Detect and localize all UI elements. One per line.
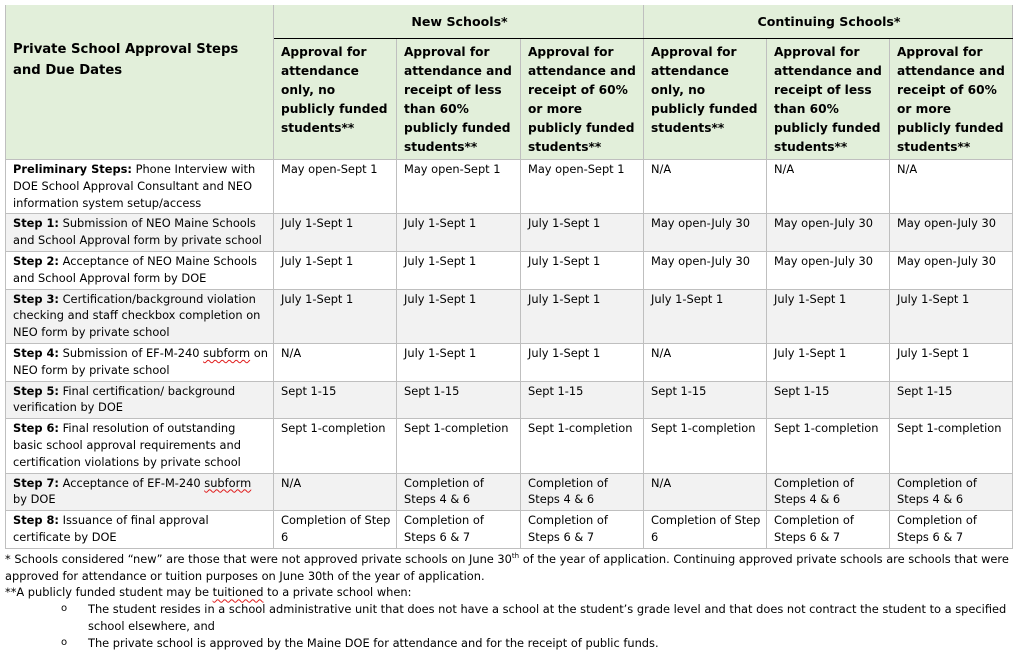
- step-label: Step 3:: [13, 291, 59, 306]
- date-cell: May open-Sept 1: [397, 160, 521, 214]
- date-cell: July 1-Sept 1: [767, 343, 890, 381]
- date-cell: May open-July 30: [767, 214, 890, 252]
- date-cell: Completion of Steps 6 & 7: [890, 511, 1013, 549]
- date-cell: July 1-Sept 1: [521, 289, 644, 343]
- step-text: Issuance of final approval certificate by DOE: [13, 513, 209, 544]
- column-header: Approval for attendance only, no publicly funded students**: [274, 39, 397, 160]
- date-cell: May open-July 30: [890, 214, 1013, 252]
- table-row: [6, 251, 1013, 289]
- date-cell: Sept 1-15: [521, 381, 644, 419]
- step-text: Phone Interview with DOE School Approval Consultant and NEO information system setup/access: [13, 162, 256, 210]
- date-cell: July 1-Sept 1: [644, 289, 767, 343]
- date-cell: Completion of Steps 4 & 6: [397, 473, 521, 511]
- step-description: [6, 511, 274, 549]
- step-label: Preliminary Steps:: [13, 162, 132, 176]
- footnote-bullet: [61, 635, 1015, 652]
- step-text: by DOE: [13, 492, 56, 507]
- bullet-text: The student resides in a school administrative unit that does not have a school at the student’s grade level and that does not contract the student to a specified school elsewhere, and: [88, 602, 1007, 633]
- date-cell: N/A: [274, 343, 397, 381]
- footnote-text: **A publicly funded student may be: [5, 585, 213, 600]
- table-column-header-row: [6, 39, 1013, 160]
- date-cell: N/A: [644, 160, 767, 214]
- step-description: [6, 381, 274, 419]
- date-cell: July 1-Sept 1: [890, 289, 1013, 343]
- footnote-text: * Schools considered “new” are those that were not approved private schools on June 30: [5, 551, 512, 566]
- date-cell: July 1-Sept 1: [521, 251, 644, 289]
- bullet-marker: o: [61, 603, 68, 615]
- step-description: [6, 289, 274, 343]
- bullet-marker: o: [61, 636, 68, 648]
- date-cell: Sept 1-15: [397, 381, 521, 419]
- step-label: Step 4:: [13, 345, 59, 360]
- date-cell: N/A: [890, 160, 1013, 214]
- date-cell: July 1-Sept 1: [521, 343, 644, 381]
- date-cell: Completion of Steps 6 & 7: [521, 511, 644, 549]
- date-cell: July 1-Sept 1: [397, 251, 521, 289]
- date-cell: May open-July 30: [644, 214, 767, 252]
- step-label: Step 8:: [13, 513, 59, 528]
- step-text: Acceptance of EF-M-240: [58, 475, 205, 490]
- spellcheck-word: subform: [203, 345, 251, 360]
- date-cell: Sept 1-completion: [767, 419, 890, 473]
- date-cell: July 1-Sept 1: [521, 214, 644, 252]
- bullet-text: The private school is approved by the Maine DOE for attendance and for the receipt of public funds.: [88, 635, 659, 650]
- step-text: Final resolution of outstanding basic school approval requirements and certification violations by private school: [13, 421, 241, 469]
- step-text: Submission of EF-M-240: [58, 345, 204, 360]
- step-text: Certification/background violation checking and staff checkbox completion on NEO form by private school: [13, 291, 261, 340]
- spellcheck-word: tuitioned: [212, 585, 264, 600]
- date-cell: Sept 1-completion: [890, 419, 1013, 473]
- footnote-bullet: [61, 601, 1015, 635]
- approval-steps-table: [5, 5, 1013, 549]
- footnote-text: to a private school when:: [263, 585, 412, 600]
- superscript: th: [511, 551, 520, 560]
- date-cell: July 1-Sept 1: [274, 289, 397, 343]
- date-cell: N/A: [767, 160, 890, 214]
- table-row: [6, 381, 1013, 419]
- column-header: Approval for attendance only, no publicly funded students**: [644, 39, 767, 160]
- table-row: [6, 473, 1013, 511]
- date-cell: Sept 1-completion: [397, 419, 521, 473]
- step-label: Step 1:: [13, 216, 59, 231]
- step-description: [6, 160, 274, 214]
- table-row: [6, 419, 1013, 473]
- document: [5, 5, 1012, 652]
- step-description: [6, 343, 274, 381]
- date-cell: Sept 1-15: [274, 381, 397, 419]
- step-text: Final certification/ background verification by DOE: [13, 383, 236, 415]
- step-label: Step 7:: [13, 475, 59, 490]
- group-header-continuing-schools: Continuing Schools*: [644, 5, 1013, 39]
- date-cell: Completion of Step 6: [274, 511, 397, 549]
- date-cell: Completion of Steps 4 & 6: [890, 473, 1013, 511]
- column-header: Approval for attendance and receipt of 60% or more publicly funded students**: [890, 39, 1013, 160]
- step-description: [6, 419, 274, 473]
- date-cell: July 1-Sept 1: [397, 343, 521, 381]
- date-cell: N/A: [644, 473, 767, 511]
- date-cell: May open-July 30: [644, 251, 767, 289]
- date-cell: Sept 1-completion: [521, 419, 644, 473]
- table-group-header-row: [6, 5, 1013, 39]
- date-cell: Completion of Step 6: [644, 511, 767, 549]
- step-label: Step 6:: [13, 421, 59, 436]
- table-row: [6, 289, 1013, 343]
- date-cell: Completion of Steps 4 & 6: [767, 473, 890, 511]
- date-cell: July 1-Sept 1: [274, 214, 397, 252]
- date-cell: May open-July 30: [890, 251, 1013, 289]
- step-text: Submission of NEO Maine Schools and School Approval form by private school: [13, 216, 262, 248]
- footnote-new-schools: [5, 551, 1015, 585]
- date-cell: Sept 1-15: [767, 381, 890, 419]
- footnotes: [5, 551, 1015, 652]
- date-cell: May open-July 30: [767, 251, 890, 289]
- step-text: on NEO form by private school: [13, 345, 268, 377]
- date-cell: July 1-Sept 1: [890, 343, 1013, 381]
- date-cell: Sept 1-completion: [644, 419, 767, 473]
- date-cell: May open-Sept 1: [274, 160, 397, 214]
- table-body: [6, 160, 1013, 549]
- date-cell: July 1-Sept 1: [397, 289, 521, 343]
- table-row: [6, 511, 1013, 549]
- date-cell: May open-Sept 1: [521, 160, 644, 214]
- date-cell: Completion of Steps 4 & 6: [521, 473, 644, 511]
- table-row: [6, 343, 1013, 381]
- date-cell: Sept 1-15: [890, 381, 1013, 419]
- step-text: Acceptance of NEO Maine Schools and School Approval form by DOE: [13, 253, 257, 285]
- date-cell: Completion of Steps 6 & 7: [767, 511, 890, 549]
- step-description: [6, 251, 274, 289]
- date-cell: Sept 1-completion: [274, 419, 397, 473]
- date-cell: July 1-Sept 1: [397, 214, 521, 252]
- date-cell: N/A: [274, 473, 397, 511]
- header-blank-cell: [6, 5, 274, 39]
- step-label: Step 2:: [13, 253, 59, 268]
- group-header-new-schools: New Schools*: [274, 5, 644, 39]
- step-description: [6, 214, 274, 252]
- step-description: [6, 473, 274, 511]
- footnote-publicly-funded: [5, 584, 1015, 601]
- column-header: Approval for attendance and receipt of less than 60% publicly funded students**: [767, 39, 890, 160]
- column-header: Approval for attendance and receipt of 60% or more publicly funded students**: [521, 39, 644, 160]
- step-label: Step 5:: [13, 383, 59, 398]
- date-cell: Completion of Steps 6 & 7: [397, 511, 521, 549]
- table-row: [6, 214, 1013, 252]
- table-row: [6, 160, 1013, 214]
- table-corner-title: Private School Approval Steps and Due Dates: [6, 39, 274, 160]
- footnote-text: of the year of application. Continuing approved private schools are schools that were approved for attendance or tuition purposes on June 30th of the year of application.: [5, 551, 1009, 583]
- date-cell: July 1-Sept 1: [767, 289, 890, 343]
- date-cell: N/A: [644, 343, 767, 381]
- date-cell: July 1-Sept 1: [274, 251, 397, 289]
- column-header: Approval for attendance and receipt of less than 60% publicly funded students**: [397, 39, 521, 160]
- spellcheck-word: subform: [204, 475, 252, 490]
- date-cell: Sept 1-15: [644, 381, 767, 419]
